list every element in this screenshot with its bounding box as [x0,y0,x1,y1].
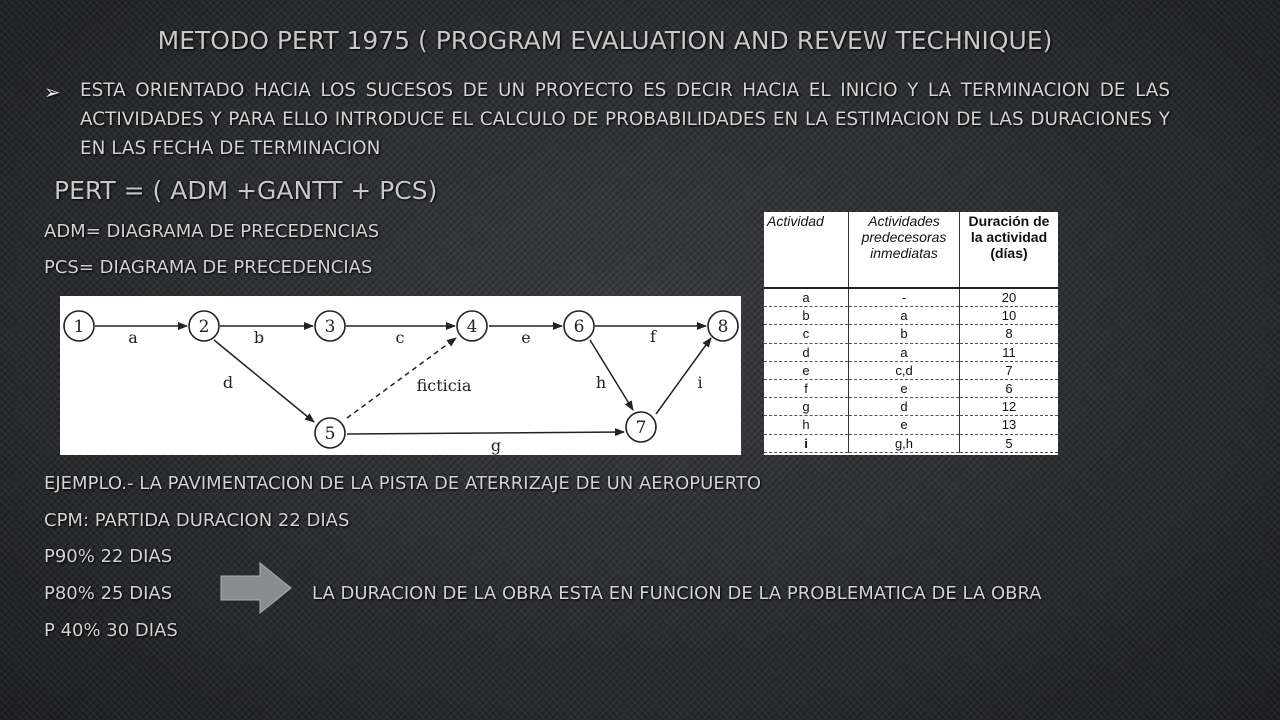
cell-duration: 11 [960,343,1059,361]
pert-formula: PERT = ( ADM +GANTT + PCS) [54,176,438,205]
label-i: i [697,373,703,392]
activity-table [764,212,1058,455]
cell-activity: d [764,343,849,361]
label-ficticia: ficticia [416,376,472,395]
conclusion-text: LA DURACION DE LA OBRA ESTA EN FUNCION DE LA PROBLEMATICA DE LA OBRA [312,583,1042,604]
node-1: 1 [73,317,85,337]
cell-activity: h [764,416,849,434]
cell-activity: g [764,398,849,416]
edge-i [656,338,711,414]
cell-activity: b [764,307,849,325]
pert-network-diagram [60,296,741,455]
node-8: 8 [717,317,729,337]
cell-activity: e [764,361,849,379]
cell-duration: 6 [960,379,1059,397]
network-svg [60,296,741,455]
cell-predecessors: g,h [849,434,960,452]
node-3: 3 [324,317,336,337]
table-header-row [764,212,1058,288]
table-row [764,343,1058,361]
cell-predecessors: a [849,343,960,361]
cell-predecessors: c,d [849,361,960,379]
adm-definition: ADM= DIAGRAMA DE PRECEDENCIAS [44,221,380,242]
cell-predecessors: a [849,307,960,325]
cell-predecessors: - [849,288,960,307]
table-row [764,434,1058,452]
bullet-text: ESTA ORIENTADO HACIA LOS SUCESOS DE UN PROYECTO ES DECIR HACIA EL INICIO Y LA TERMINACION DE LAS ACTIVIDADES Y PARA ELLO INTRODUCE EL CALCULO DE PROBABILIDADES EN LA ESTIMACION DE LAS DURACIONES Y EN LAS FECHA DE TERMINACION [80,80,1170,159]
cell-duration: 8 [960,325,1059,343]
cell-predecessors: d [849,398,960,416]
node-2: 2 [198,317,210,337]
cell-predecessors: b [849,325,960,343]
label-d: d [222,373,234,392]
node-7: 7 [635,418,647,438]
cpm-line: CPM: PARTIDA DURACION 22 DIAS [44,510,350,531]
cell-duration: 10 [960,307,1059,325]
bullet-arrow-icon: ➢ [44,80,61,104]
table-row [764,361,1058,379]
table-row [764,379,1058,397]
table-row [764,416,1058,434]
table-row [764,288,1058,307]
edge-g [347,432,624,434]
cell-duration: 13 [960,416,1059,434]
label-g: g [490,436,502,455]
cell-duration: 20 [960,288,1059,307]
table-row [764,398,1058,416]
table-row [764,325,1058,343]
label-f: f [650,327,656,346]
slide-title: METODO PERT 1975 ( PROGRAM EVALUATION AND REVEW TECHNIQUE) [157,26,1053,55]
label-a: a [128,328,138,347]
header-duracion: Duración de la actividad (días) [960,212,1059,288]
node-5: 5 [324,424,336,444]
cell-activity: f [764,379,849,397]
label-e: e [521,328,531,347]
header-predecesoras: Actividades predecesoras inmediatas [849,212,960,288]
table-row [764,307,1058,325]
example-line: EJEMPLO.- LA PAVIMENTACION DE LA PISTA DE ATERRIZAJE DE UN AEROPUERTO [44,473,762,494]
right-arrow-icon [220,562,292,614]
cell-predecessors: e [849,379,960,397]
node-4: 4 [466,317,478,337]
cell-duration: 12 [960,398,1059,416]
cell-activity: a [764,288,849,307]
cell-duration: 5 [960,434,1059,452]
label-b: b [253,328,265,347]
node-6: 6 [573,317,585,337]
label-h: h [595,373,607,392]
cell-activity: i [764,434,849,452]
pcs-definition: PCS= DIAGRAMA DE PRECEDENCIAS [44,257,373,278]
header-actividad: Actividad [767,213,824,229]
cell-duration: 7 [960,361,1059,379]
p40-line: P 40% 30 DIAS [44,620,178,641]
label-c: c [395,328,405,347]
p80-line: P80% 25 DIAS [44,583,173,604]
cell-activity: c [764,325,849,343]
p90-line: P90% 22 DIAS [44,546,173,567]
cell-predecessors: e [849,416,960,434]
